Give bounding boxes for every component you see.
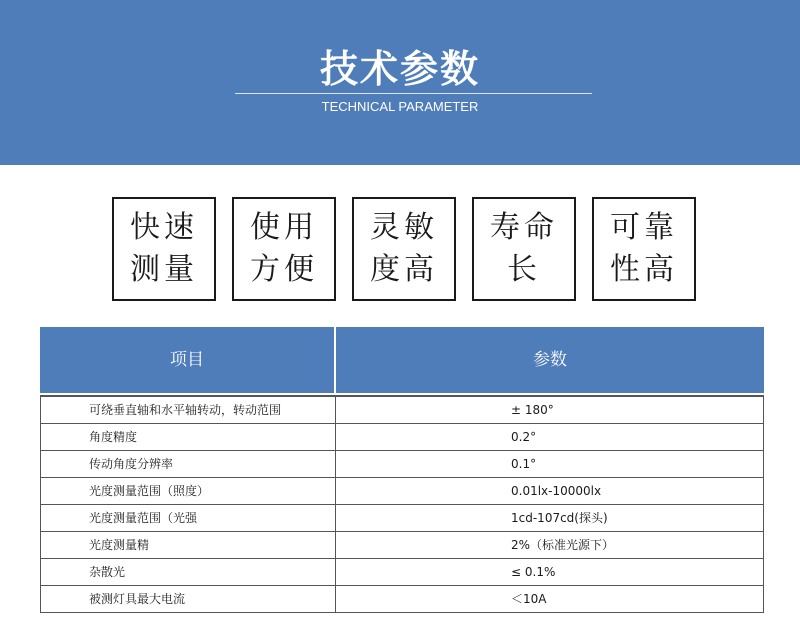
cell-item: 杂散光	[89, 565, 126, 579]
cell-item: 光度测量范围（光强	[89, 511, 198, 525]
header-param: 参数	[533, 350, 567, 370]
table-row	[41, 396, 763, 423]
cell-item: 角度精度	[89, 430, 138, 444]
feature-label: 灵敏 度高	[370, 210, 438, 287]
feature-box-high-sensitivity	[352, 197, 456, 301]
feature-boxes	[112, 197, 696, 301]
table-row	[41, 450, 763, 477]
feature-box-fast-measure	[112, 197, 216, 301]
feature-label: 使用 方便	[250, 210, 318, 287]
table-row	[41, 585, 763, 612]
cell-param: 0.1°	[511, 457, 537, 471]
table-row	[41, 423, 763, 450]
table-row	[41, 558, 763, 585]
cell-param: ≤ 0.1%	[511, 565, 556, 579]
cell-item: 光度测量范围（照度）	[89, 484, 210, 498]
feature-label: 寿命 长	[490, 210, 558, 287]
feature-box-high-reliability	[592, 197, 696, 301]
cell-param: 1cd-107cd(探头)	[511, 511, 608, 525]
feature-label: 快速 测量	[130, 210, 198, 287]
table-row	[41, 504, 763, 531]
page-subtitle: TECHNICAL PARAMETER	[321, 99, 479, 114]
cell-param: ± 180°	[511, 403, 554, 417]
title-divider	[235, 93, 592, 94]
cell-item: 可绕垂直轴和水平轴转动，转动范围	[89, 403, 282, 417]
cell-param: 2%（标准光源下）	[511, 538, 615, 552]
header-banner	[0, 0, 800, 165]
cell-param: 0.01lx-10000lx	[511, 484, 602, 498]
cell-item: 光度测量精	[89, 538, 150, 552]
parameter-table	[40, 327, 764, 613]
table-row	[41, 531, 763, 558]
cell-param: 0.2°	[511, 430, 537, 444]
feature-box-easy-use	[232, 197, 336, 301]
table-row	[41, 477, 763, 504]
cell-item: 被测灯具最大电流	[89, 592, 186, 606]
table-header	[40, 327, 764, 393]
header-item: 项目	[170, 350, 204, 370]
feature-label: 可靠 性高	[610, 210, 678, 287]
page-title: 技术参数	[319, 47, 480, 91]
table-body	[40, 395, 764, 613]
feature-box-long-life	[472, 197, 576, 301]
cell-item: 传动角度分辨率	[89, 457, 174, 471]
cell-param: ＜10A	[511, 592, 547, 606]
